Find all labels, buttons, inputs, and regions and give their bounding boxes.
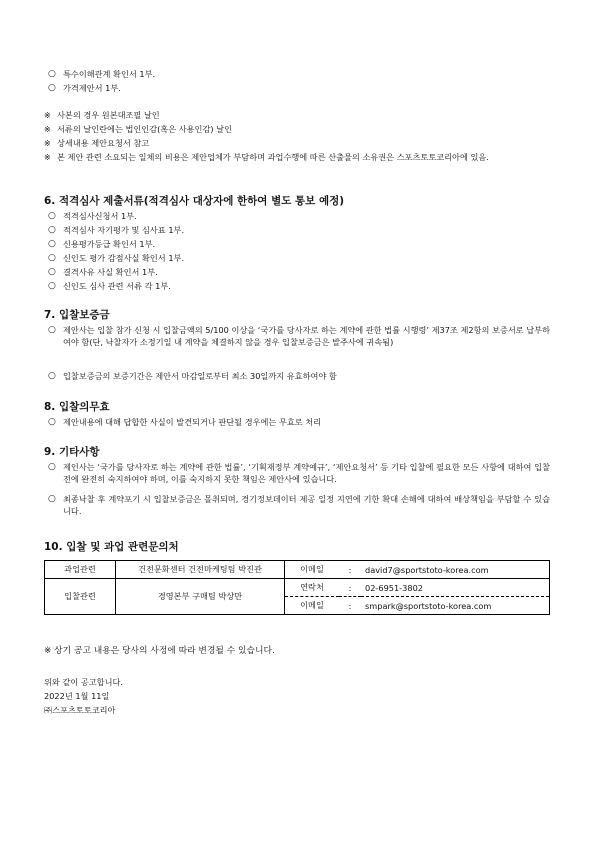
bullet-circle: ○ bbox=[48, 462, 56, 472]
phone-label: 연락처 bbox=[285, 579, 340, 597]
footer-company: ㈜스포츠토토코리아 bbox=[44, 705, 116, 715]
note-mark: ※ bbox=[44, 139, 51, 148]
section-7-heading: 7. 입찰보증금 bbox=[44, 309, 110, 321]
bullet-circle: ○ bbox=[48, 267, 56, 277]
contact-table bbox=[44, 560, 550, 615]
note-mark: ※ bbox=[44, 111, 51, 120]
person-cell: 건전문화센터 건전마케팅팀 박진관 bbox=[116, 561, 285, 579]
list-item: 적격심사 자기평가 및 심사표 1부. bbox=[63, 225, 185, 235]
list-item: 특수이해관계 확인서 1부. bbox=[63, 69, 156, 79]
bullet-circle: ○ bbox=[48, 325, 56, 335]
table-row bbox=[45, 579, 550, 597]
bullet-circle: ○ bbox=[48, 417, 56, 427]
separator: : bbox=[339, 561, 361, 579]
note-mark: ※ bbox=[44, 153, 51, 162]
list-item: 제인사는 ‘국가를 당사자로 하는 계약에 관한 법률’, ‘기획재정부 계약예규’, ‘제안요청서’ 등 기타 입찰에 필요한 모든 사항에 대하여 입찰 전에 완전히 숙지하여야 하며, 이를 숙지하지 못한 책임은 제안사에 있습니다. bbox=[63, 462, 550, 484]
list-item: 신용평가등급 확인서 1부. bbox=[63, 239, 156, 249]
email-label: 이메일 bbox=[285, 561, 340, 579]
bullet-circle: ○ bbox=[48, 83, 56, 93]
separator: : bbox=[339, 597, 361, 615]
bullet-circle: ○ bbox=[48, 253, 56, 263]
phone-value: 02-6951-3802 bbox=[361, 579, 550, 597]
section-10-heading: 10. 입찰 및 과업 관련문의처 bbox=[44, 541, 179, 553]
table-row bbox=[45, 561, 550, 579]
list-item: 제안사는 입찰 참가 신청 시 입찰금액의 5/100 이상을 ‘국가를 당사자로 하는 계약에 관한 법률 시행령’ 제37조 제2항의 보증서로 납부하여야 함(단, 낙찰자가 소정기일 내 계약을 체결하지 않을 경우 입찰보증금은 발주사에 귀속됨) bbox=[63, 325, 550, 347]
note-item-long: 본 제안 관련 소요되는 일체의 비용은 제안업체가 부담하며 과업수행에 따른 산출물의 소유권은 스포츠토토코리아에 있음. bbox=[57, 152, 489, 162]
list-item: 신인도 평가 감점사실 확인서 1부. bbox=[63, 253, 185, 263]
note-mark: ※ bbox=[44, 125, 51, 134]
list-item: 입찰보증금의 보증기간은 제안서 마감일로부터 최소 30일까지 유효하여야 함 bbox=[63, 371, 337, 381]
closing-note: ※ 상기 공고 내용은 당사의 사정에 따라 변경될 수 있습니다. bbox=[44, 646, 275, 656]
email-value: david7@sportstoto-korea.com bbox=[361, 561, 550, 579]
list-item: 신인도 심사 관련 서류 각 1부. bbox=[63, 281, 171, 291]
list-item: 제안내용에 대해 답합한 사실이 발견되거나 판단될 경우에는 무효로 처리 bbox=[63, 417, 322, 427]
email-value: smpark@sportstoto-korea.com bbox=[361, 597, 550, 615]
email-label: 이메일 bbox=[285, 597, 340, 615]
list-item: 결격사유 사실 확인서 1부. bbox=[63, 267, 158, 277]
footer-announce: 위와 같이 공고합니다. bbox=[44, 677, 123, 687]
bullet-circle: ○ bbox=[48, 239, 56, 249]
section-9-heading: 9. 기타사항 bbox=[44, 446, 100, 458]
section-8-heading: 8. 입찰의무효 bbox=[44, 401, 110, 413]
footer-date: 2022년 1월 11일 bbox=[44, 691, 110, 701]
bullet-circle: ○ bbox=[48, 371, 56, 381]
person-cell: 경영본부 구매팀 박상만 bbox=[116, 579, 285, 615]
separator: : bbox=[339, 579, 361, 597]
list-item: 적격심사신청서 1부. bbox=[63, 211, 137, 221]
list-item: 최종낙찰 후 계약포기 시 입찰보증금은 몰취되며, 경기정보데이터 제공 일정 지연에 기한 확대 손해에 대하여 배상책임을 부담할 수 있습니다. bbox=[63, 494, 550, 516]
bullet-circle: ○ bbox=[48, 225, 56, 235]
list-item: 가격제안서 1부. bbox=[63, 83, 121, 93]
category-cell: 입찰관련 bbox=[45, 579, 116, 615]
note-item: 서류의 날인란에는 법인인감(혹은 사용인감) 날인 bbox=[57, 124, 232, 134]
bullet-circle: ○ bbox=[48, 211, 56, 221]
bullet-circle: ○ bbox=[48, 281, 56, 291]
bullet-circle: ○ bbox=[48, 69, 56, 79]
section-6-heading: 6. 적격심사 제출서류(적격심사 대상자에 한하여 별도 통보 예정) bbox=[44, 195, 345, 207]
note-item: 사본의 경우 원본대조필 날인 bbox=[57, 110, 160, 120]
note-item: 상세내용 제안요청서 참고 bbox=[57, 138, 150, 148]
category-cell: 과업관련 bbox=[45, 561, 116, 579]
bullet-circle: ○ bbox=[48, 494, 56, 504]
